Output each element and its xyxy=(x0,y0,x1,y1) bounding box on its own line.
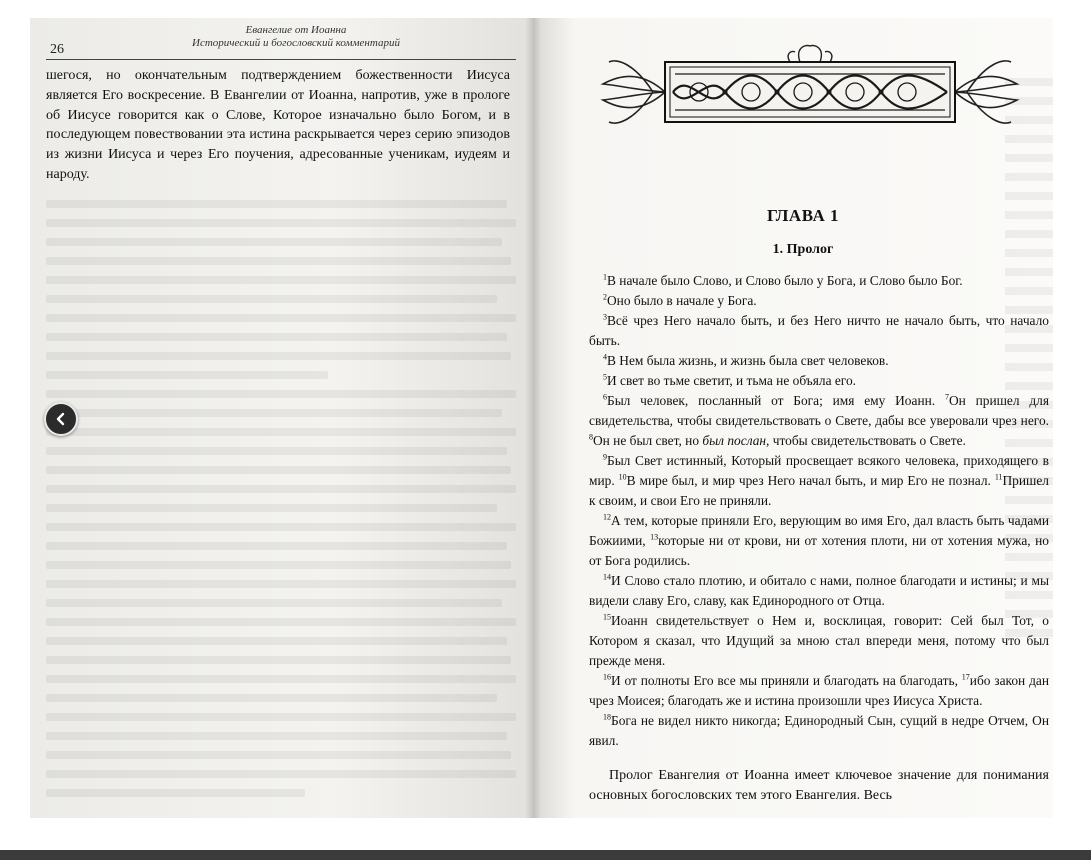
previous-page-button[interactable] xyxy=(44,402,78,436)
left-page xyxy=(30,18,533,818)
verses-12-13: $^{12}$А тем, которые приняли Его, верующим во имя Его, дал власть быть чадами Божиими, $^{13}$которые ни от крови, ни от хотения плоти, ни от хотения мужа, но от Бога родились. xyxy=(589,512,1049,568)
section-title: 1. Пролог xyxy=(772,242,834,257)
running-title xyxy=(166,24,426,50)
book-gutter xyxy=(525,18,541,818)
scripture-text xyxy=(589,271,1049,751)
verses-16-17: $^{16}$И от полноты Его все мы приняли и благодать на благодать, $^{17}$ибо закон дан чрез Моисея; благодать же и истина произошли чрез Иисуса Христа. xyxy=(589,672,1049,708)
verse-14: $^{14}$И Слово стало плотию, и обитало с нами, полное благодати и истины; и мы видели славу Его, славу, как Единородного от Отца. xyxy=(589,572,1049,608)
verse-15: $^{15}$Иоанн свидетельствует о Нем и, восклицая, говорит: Сей был Тот, о Котором я сказал, что Идущий за мною стал впереди меня, потому что был прежде меня. xyxy=(589,612,1049,668)
left-page-text xyxy=(46,66,510,185)
bottom-toolbar xyxy=(0,850,1091,860)
verse-4: $^4$В Нем была жизнь, и жизнь была свет человеков. xyxy=(603,352,889,368)
verse-5: $^5$И свет во тьме светит, и тьма не объяла его. xyxy=(603,372,857,388)
verse-3: $^3$Всё чрез Него начало быть, и без Него ничто не начало быть, что начало быть. xyxy=(589,312,1049,348)
page-number: 26 xyxy=(50,42,64,57)
commentary-paragraph: Пролог Евангелия от Иоанна имеет ключевое значение для понимания основных богословских тем этого Евангелия. Весь xyxy=(589,768,1049,803)
chevron-left-icon xyxy=(54,412,68,426)
left-paragraph: шегося, но окончательным подтверждением божественности Иисуса является Его воскресение. В Евангелии от Иоанна, напротив, уже в прологе об Иисусе говорится как о Слове, Которое изначально было Богом, и в последующем повествовании эта истина раскрывается через серию эпизодов из жизни Иисуса и через Его поучения, адресованные ученикам, иудеям и народу. xyxy=(46,68,510,182)
commentary-text xyxy=(589,766,1049,806)
running-title-line-2: Исторический и богословский комментарий xyxy=(192,37,400,49)
verses-6-8: $^6$Был человек, посланный от Бога; имя ему Иоанн. $^7$Он пришел для свидетельства, чтобы свидетельствовать о Свете, дабы все уверовали чрез него. $^8$Он не был свет, но был послан, чтобы свидетельствовать о Свете. xyxy=(589,392,1050,448)
running-title-line-1: Евангелие от Иоанна xyxy=(245,24,347,36)
faded-text-area xyxy=(46,200,516,810)
book-spread-image xyxy=(30,18,1053,818)
verses-9-11: $^9$Был Свет истинный, Который просвещает всякого человека, приходящего в мир. $^{10}$В мире был, и мир чрез Него начал быть, и мир Его не познал. $^{11}$Пришел к своим, и свои Его не приняли. xyxy=(589,452,1049,508)
right-page xyxy=(533,18,1053,818)
verse-1: $^1$В начале было Слово, и Слово было у Бога, и Слово было Бог. xyxy=(603,272,963,288)
left-page-header xyxy=(46,22,516,62)
chapter-title: ГЛАВА 1 xyxy=(767,206,839,225)
verse-2: $^2$Оно было в начале у Бога. xyxy=(603,292,757,308)
verse-18: $^{18}$Бога не видел никто никогда; Единородный Сын, сущий в недре Отчем, Он явил. xyxy=(589,712,1049,748)
header-rule xyxy=(46,59,516,60)
celtic-knot-ornament-icon xyxy=(595,44,1025,140)
